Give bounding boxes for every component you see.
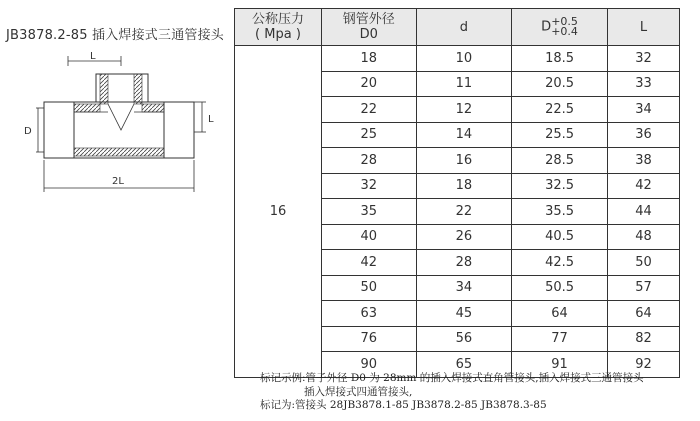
cell-D: 32.5 [512, 173, 608, 199]
cell-D0: 18 [321, 46, 416, 72]
pressure-header-line1: 公称压力 [251, 12, 304, 27]
cell-D0: 28 [321, 148, 416, 174]
dimension-left-D [24, 108, 44, 152]
cell-L: 38 [607, 148, 679, 174]
cell-d: 65 [416, 352, 512, 378]
cell-L: 50 [607, 250, 679, 276]
cell-D0: 22 [321, 97, 416, 123]
cell-L: 92 [607, 352, 679, 378]
cell-d: 14 [416, 122, 512, 148]
pipe-od-header-line1: 钢管外径 [342, 12, 395, 27]
cell-d: 34 [416, 275, 512, 301]
pressure-cell: 16 [235, 46, 322, 378]
cell-D0: 25 [321, 122, 416, 148]
cell-D: 20.5 [512, 71, 608, 97]
cell-L: 57 [607, 275, 679, 301]
tee-fitting-drawing [16, 52, 228, 202]
cell-d: 18 [416, 173, 512, 199]
D-tol-lower: +0.4 [551, 25, 578, 38]
cell-D0: 20 [321, 71, 416, 97]
cell-D0: 40 [321, 224, 416, 250]
D-header-main: D [541, 19, 552, 35]
cell-D0: 76 [321, 326, 416, 352]
cell-D0: 50 [321, 275, 416, 301]
label-right-L: L [208, 114, 214, 125]
cell-D: 22.5 [512, 97, 608, 123]
cell-L: 82 [607, 326, 679, 352]
cell-L: 32 [607, 46, 679, 72]
dimension-right-L [194, 102, 214, 132]
cell-d: 16 [416, 148, 512, 174]
cell-d: 12 [416, 97, 512, 123]
tee-outline [44, 74, 194, 158]
pressure-header-line2: ( Mpa ) [255, 27, 301, 42]
cell-D: 35.5 [512, 199, 608, 225]
cell-d: 10 [416, 46, 512, 72]
label-top-L: L [90, 52, 96, 62]
cell-D0: 32 [321, 173, 416, 199]
cell-d: 26 [416, 224, 512, 250]
D-tol-upper: +0.5 [551, 15, 578, 28]
dimension-top-L [68, 52, 121, 66]
cell-d: 56 [416, 326, 512, 352]
cell-D: 18.5 [512, 46, 608, 72]
marking-notes [260, 372, 644, 413]
table-header-row [235, 9, 680, 46]
cell-D0: 42 [321, 250, 416, 276]
cell-L: 36 [607, 122, 679, 148]
note-line-3: 标记为:管接头 28JB3878.1-85 JB3878.2-85 JB3878.3-85 [260, 399, 547, 411]
cell-D: 77 [512, 326, 608, 352]
cell-D: 28.5 [512, 148, 608, 174]
cell-D: 42.5 [512, 250, 608, 276]
cell-d: 11 [416, 71, 512, 97]
label-bottom-2L: 2L [112, 176, 124, 187]
cell-L: 34 [607, 97, 679, 123]
spec-table [234, 8, 680, 378]
cell-D: 50.5 [512, 275, 608, 301]
cell-D0: 35 [321, 199, 416, 225]
cell-D: 40.5 [512, 224, 608, 250]
tee-section-hatch [74, 74, 164, 156]
cell-D0: 90 [321, 352, 416, 378]
note-line-1: 标记示例:管子外径 D0 为 28mm 的插入焊接式直角管接头,插入焊接式三通管接头 [260, 372, 644, 384]
cell-L: 48 [607, 224, 679, 250]
table-body [235, 46, 680, 378]
page-title: JB3878.2-85 插入焊接式三通管接头 [6, 28, 225, 43]
cell-d: 28 [416, 250, 512, 276]
cell-D: 64 [512, 301, 608, 327]
col-header-pipe-od [321, 9, 416, 46]
table-row [235, 46, 680, 72]
col-header-pressure [235, 9, 322, 46]
cell-d: 22 [416, 199, 512, 225]
col-header-L: L [607, 9, 679, 46]
dimension-bottom-2L [44, 160, 194, 192]
cell-L: 44 [607, 199, 679, 225]
cell-D: 25.5 [512, 122, 608, 148]
cell-D0: 63 [321, 301, 416, 327]
D-tolerance [551, 17, 578, 37]
col-header-D [512, 9, 608, 46]
label-left-D: D [24, 126, 32, 137]
cell-d: 45 [416, 301, 512, 327]
cell-D: 91 [512, 352, 608, 378]
cell-L: 42 [607, 173, 679, 199]
cell-L: 33 [607, 71, 679, 97]
col-header-d: d [416, 9, 512, 46]
cell-L: 64 [607, 301, 679, 327]
pipe-od-header-line2: D0 [359, 27, 378, 42]
note-line-2: 插入焊接式四通管接头, [304, 385, 413, 398]
